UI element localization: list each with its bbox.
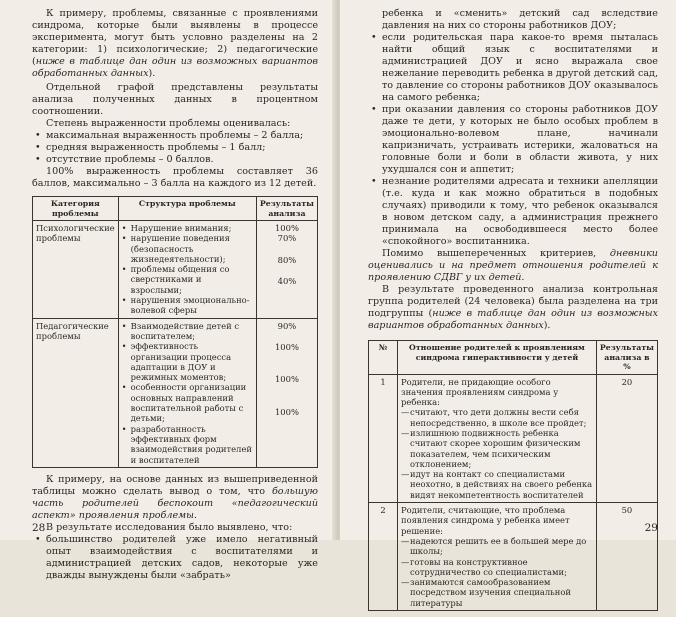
result-value: 90% <box>277 320 297 331</box>
left-page <box>0 0 336 581</box>
column-header: Результаты анализа в % <box>596 341 657 375</box>
result-value: 100% <box>274 223 299 233</box>
attitude-cell <box>398 374 597 503</box>
structure-item: • эффективность организации процесса адаптации в ДОУ и режимных моментов; <box>122 341 253 382</box>
table-row <box>33 318 318 467</box>
result-value: 100% <box>274 374 299 385</box>
left-page-content <box>32 8 318 582</box>
finding-item: • если родительская пара какое-то время пыталась найти общий язык с воспитателями и администрацией ДОУ и ясно выражала свое нежелание переводить ребенка в другой детский сад, то давление со стороны работников ДОУ оказывалось на самого ребенка; <box>368 32 658 104</box>
right-page <box>340 0 676 608</box>
attitude-lead: Родители, считающие, что проблема появления синдрома у ребенка имеет решение: <box>401 505 570 536</box>
structure-cell <box>118 221 256 319</box>
result-cell <box>256 221 317 319</box>
row-number: 2 <box>369 503 398 611</box>
scale-item: • максимальная выраженность проблемы – 2 балла; <box>32 130 318 142</box>
page-number-left: 28 <box>32 522 46 534</box>
attitude-item: — занимаются самообразованием посредством изучения специальной литературы <box>401 577 593 608</box>
category-cell: Психологические проблемы <box>33 221 119 319</box>
column-header: Структура проблемы <box>118 197 256 221</box>
max-score-paragraph: 100% выраженность проблемы составляет 36 баллов, максимально – 3 балла на каждого из 12 детей. <box>32 166 318 189</box>
right-page-content <box>368 8 658 617</box>
column-header: Категория проблемы <box>33 197 119 221</box>
page-number-right: 29 <box>644 522 658 534</box>
column-header: Отношение родителей к проявлениям синдрома гиперактивности у детей <box>398 341 597 375</box>
table-row <box>33 221 318 319</box>
percent-paragraph: Отдельной графой представлены результаты анализа полученных данных в процентном соотношении. <box>32 82 318 117</box>
criteria-paragraph: Помимо вышепереченных критериев, дневники оценивались и на предмет отношения родителей к проявлению СДВГ у их детей. <box>368 248 658 283</box>
structure-item: • проблемы общения со сверстниками и взрослыми; <box>122 264 253 295</box>
result-cell <box>256 318 317 467</box>
attitude-item: — готовы на конструктивное сотрудничество со специалистами; <box>401 557 593 578</box>
scale-item: • средняя выраженность проблемы – 1 балл; <box>32 142 318 154</box>
attitude-item: — излишнюю подвижность ребенка считают скорее хорошим физическим показателем, чем психическим отклонением; <box>401 428 593 469</box>
structure-item: • разработанность эффективных форм взаимодействия родителей и воспитателей <box>122 424 253 465</box>
continued-text: ребенка и «сменить» детский сад вследствие давления на них со стороны работников ДОУ; <box>382 8 658 31</box>
structure-item: • особенности организации основных направлений воспитательной работы с детьми; <box>122 382 253 423</box>
structure-cell <box>118 318 256 467</box>
percent-cell: 50 <box>596 503 657 611</box>
subgroups-paragraph: В результате проведенного анализа контрольная группа родителей (24 человека) была разделена на три подгруппы (ниже в таблице дан один из возможных вариантов обработанных данных). <box>368 284 659 331</box>
attitude-item: — идут на контакт со специалистами неохотно, в действиях на своего ребенка видят некомпетентность воспитателей <box>401 469 593 500</box>
attitude-item: — надеются решить ее в большей мере до школы; <box>401 536 593 557</box>
attitude-item: — считают, что дети должны вести себя непосредственно, в школе все пройдет; <box>401 407 593 428</box>
percent-cell: 20 <box>596 374 657 503</box>
structure-item: • Взаимодействие детей с воспитателем; <box>122 321 253 342</box>
problems-table <box>32 196 318 468</box>
column-header: Результаты анализа <box>256 197 317 221</box>
scale-item: • отсутствие проблемы – 0 баллов. <box>32 154 318 166</box>
result-value: 100% <box>274 406 299 417</box>
table-header-row <box>369 341 658 375</box>
attitude-cell <box>398 503 597 611</box>
intro-paragraph: К примеру, проблемы, связанные с проявлениями синдрома, которые были выявлены в процессе эксперимента, могут быть условно разделены на 2 категории: 1) психологические; 2) педагогические (ниже в таблице дан один из возможных вариантов обработанных данных). <box>32 8 318 79</box>
conclusion-paragraph: К примеру, на основе данных из вышеприведенной таблицы можно сделать вывод о том, что большую часть родителей беспокоит «педагогический аспект» проявления проблемы. <box>32 473 318 521</box>
result-value: 70% <box>277 233 297 244</box>
table-row <box>369 503 658 611</box>
finding-item: • при оказании давления со стороны работников ДОУ даже те дети, у которых не было особых проблем в эмоционально-волевом плане, начинали капризничать, устраивать истерики, жаловаться на головные боли и боли в области живота, у них ухудшался сон и аппетит; <box>368 104 658 176</box>
table-row <box>369 374 658 503</box>
finding-item: • незнание родителями адресата и техники апелляции (т.е. куда и как можно обратиться в подобных случаях) приводили к тому, что ребенок оказывался в новом детском саду, а администрация прежнего принимала на освободившееся место более «спокойного» воспитанника. <box>368 176 658 248</box>
result-value: 100% <box>274 341 299 352</box>
structure-item: • Нарушение внимания; <box>122 223 253 233</box>
result-value: 80% <box>277 254 297 265</box>
column-header: № <box>369 341 398 375</box>
structure-item: • нарушение поведения (безопасность жизнедеятельности); <box>122 233 253 264</box>
row-number: 1 <box>369 374 398 503</box>
category-cell: Педагогические проблемы <box>33 318 119 467</box>
scale-intro: Степень выраженности проблемы оценивалась: <box>46 118 291 129</box>
findings-intro: В результате исследования было выявлено, что: <box>46 521 293 533</box>
finding-item: • большинство родителей уже имело негативный опыт взаимодействия с воспитателями и администрацией детских садов, некоторые уже дважды вынуждены были «забрать» <box>32 534 318 582</box>
attitude-lead: Родители, не придающие особого значения проявлениям синдрома у ребенка: <box>401 376 559 408</box>
structure-item: • нарушения эмоционально-волевой сферы <box>122 295 253 316</box>
result-value: 40% <box>277 275 297 286</box>
table-header-row <box>33 197 318 221</box>
attitudes-table <box>368 340 658 611</box>
